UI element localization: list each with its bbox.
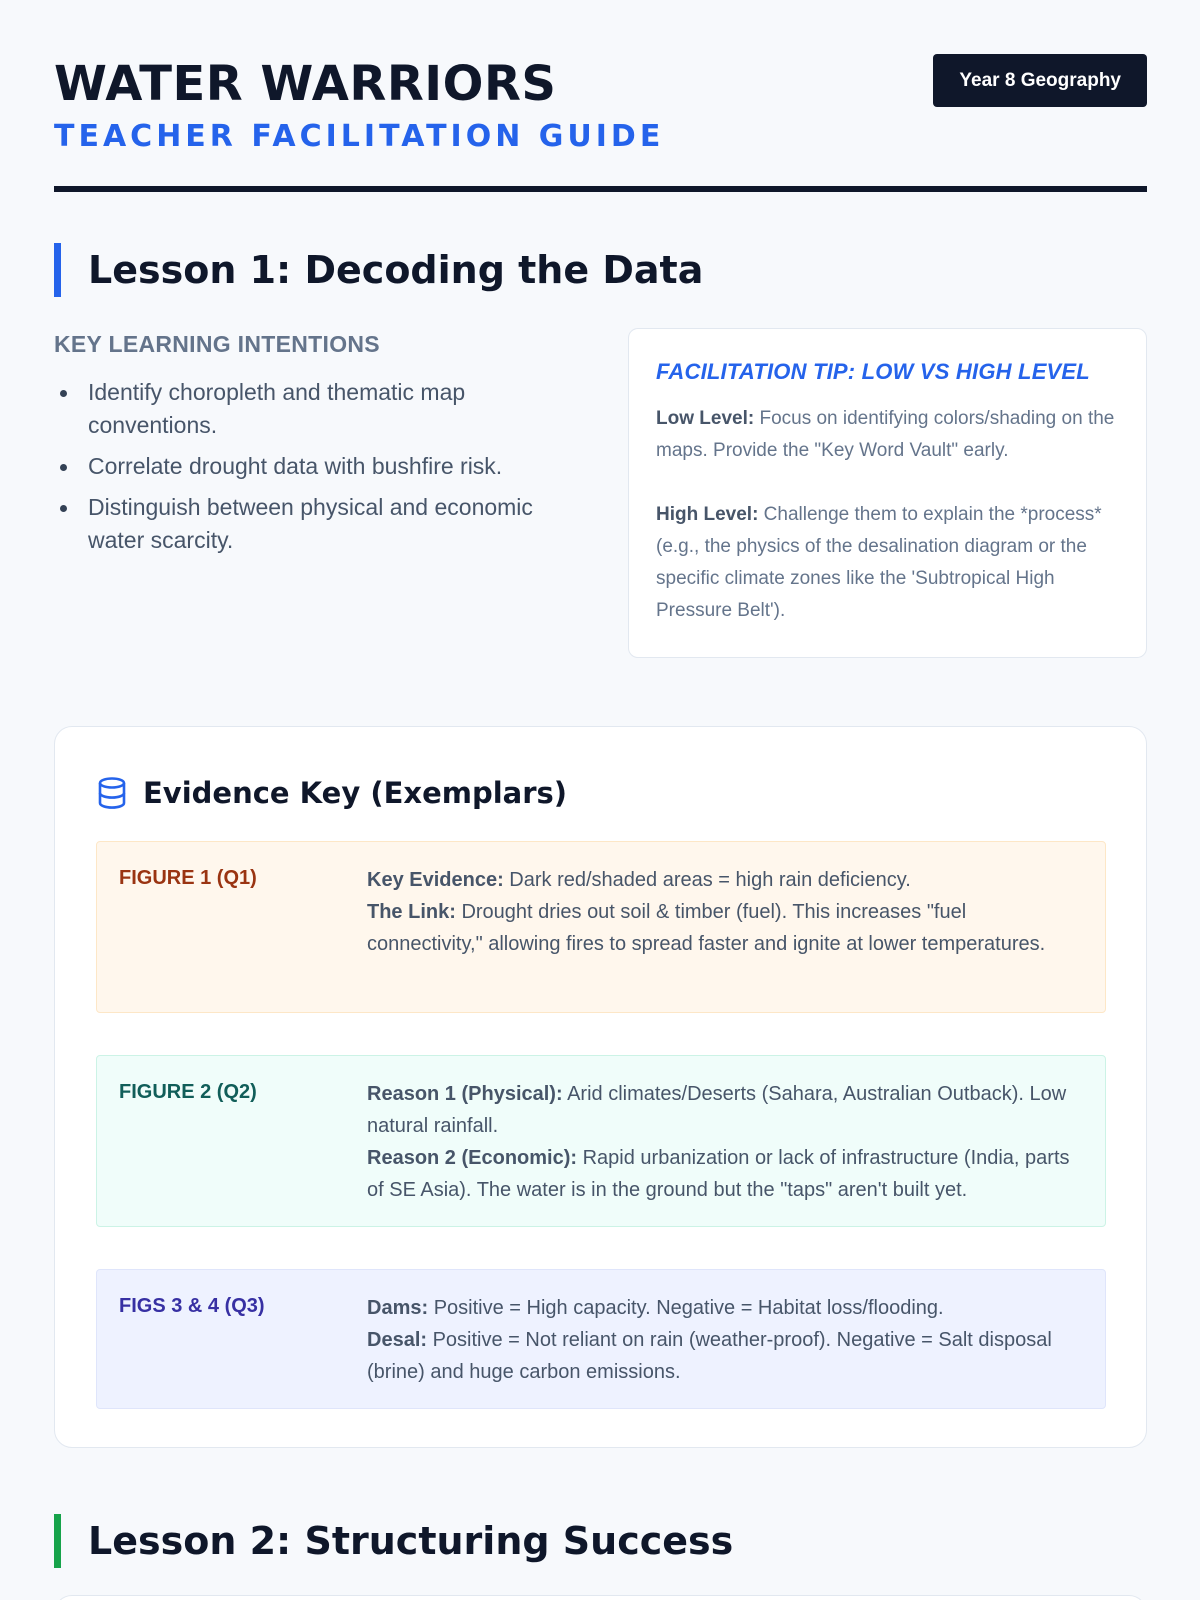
figure-2-body <box>367 1078 1083 1206</box>
lesson-2-card <box>54 1595 1147 1600</box>
high-level-label: High Level: <box>656 504 759 525</box>
reason-1-label: Reason 1 (Physical): <box>367 1083 563 1105</box>
reason-1-text: Arid climates/Deserts (Sahara, Australian Outback). Low natural rainfall. <box>367 1083 1067 1137</box>
figure-1-row <box>96 841 1106 1013</box>
key-evidence-text: Dark red/shaded areas = high rain deficiency. <box>503 869 911 891</box>
year-level-badge: Year 8 Geography <box>933 54 1147 107</box>
desal-text: Positive = Not reliant on rain (weather-proof). Negative = Salt disposal (brine) and huge carbon emissions. <box>367 1329 1052 1383</box>
facilitation-tip-card <box>628 328 1147 658</box>
list-item: Identify choropleth and thematic map conventions. <box>54 376 594 442</box>
figure-1-body <box>367 864 1083 960</box>
learning-intentions-list <box>54 376 594 557</box>
low-level-tip <box>656 403 1120 467</box>
figure-1-label: FIGURE 1 (Q1) <box>119 867 257 889</box>
dams-label: Dams: <box>367 1297 429 1319</box>
lesson-2-heading: Lesson 2: Structuring Success <box>54 1514 733 1568</box>
list-item: Correlate drought data with bushfire risk. <box>54 450 594 483</box>
figures-3-4-body <box>367 1292 1083 1388</box>
learning-intentions-heading: KEY LEARNING INTENTIONS <box>54 331 380 357</box>
high-level-text: Challenge them to explain the *process* (e.g., the physics of the desalination diagram or the specific climate zones like the 'Subtropical High Pressure Belt'). <box>656 504 1102 621</box>
facilitation-tip-title: FACILITATION TIP: LOW VS HIGH LEVEL <box>656 359 1090 384</box>
page-header <box>54 54 1147 158</box>
header-divider <box>54 186 1147 192</box>
learning-intentions <box>54 328 594 565</box>
figures-3-4-row <box>96 1269 1106 1409</box>
low-level-text: Focus on identifying colors/shading on the maps. Provide the "Key Word Vault" early. <box>656 408 1115 461</box>
evidence-key-title: Evidence Key (Exemplars) <box>143 776 568 810</box>
page-subtitle: TEACHER FACILITATION GUIDE <box>54 119 665 154</box>
database-icon <box>97 776 127 810</box>
list-item: Distinguish between physical and economic water scarcity. <box>54 491 594 557</box>
high-level-tip <box>656 499 1120 627</box>
evidence-key-card <box>54 726 1147 1448</box>
evidence-key-header <box>97 773 567 813</box>
lesson-1-heading: Lesson 1: Decoding the Data <box>54 243 703 297</box>
reason-2-text: Rapid urbanization or lack of infrastructure (India, parts of SE Asia). The water is in the ground but the "taps" aren't built yet. <box>367 1147 1070 1201</box>
figures-3-4-label: FIGS 3 & 4 (Q3) <box>119 1295 265 1317</box>
low-level-label: Low Level: <box>656 408 755 429</box>
key-evidence-label: Key Evidence: <box>367 869 504 891</box>
figure-2-label: FIGURE 2 (Q2) <box>119 1081 257 1103</box>
link-text: Drought dries out soil & timber (fuel). This increases "fuel connectivity," allowing fires to spread faster and ignite at lower temperatures. <box>367 901 1046 955</box>
dams-text: Positive = High capacity. Negative = Habitat loss/flooding. <box>428 1297 944 1319</box>
page-title: WATER WARRIORS <box>54 56 557 112</box>
desal-label: Desal: <box>367 1329 428 1351</box>
figure-2-row <box>96 1055 1106 1227</box>
link-label: The Link: <box>367 901 456 923</box>
reason-2-label: Reason 2 (Economic): <box>367 1147 578 1169</box>
